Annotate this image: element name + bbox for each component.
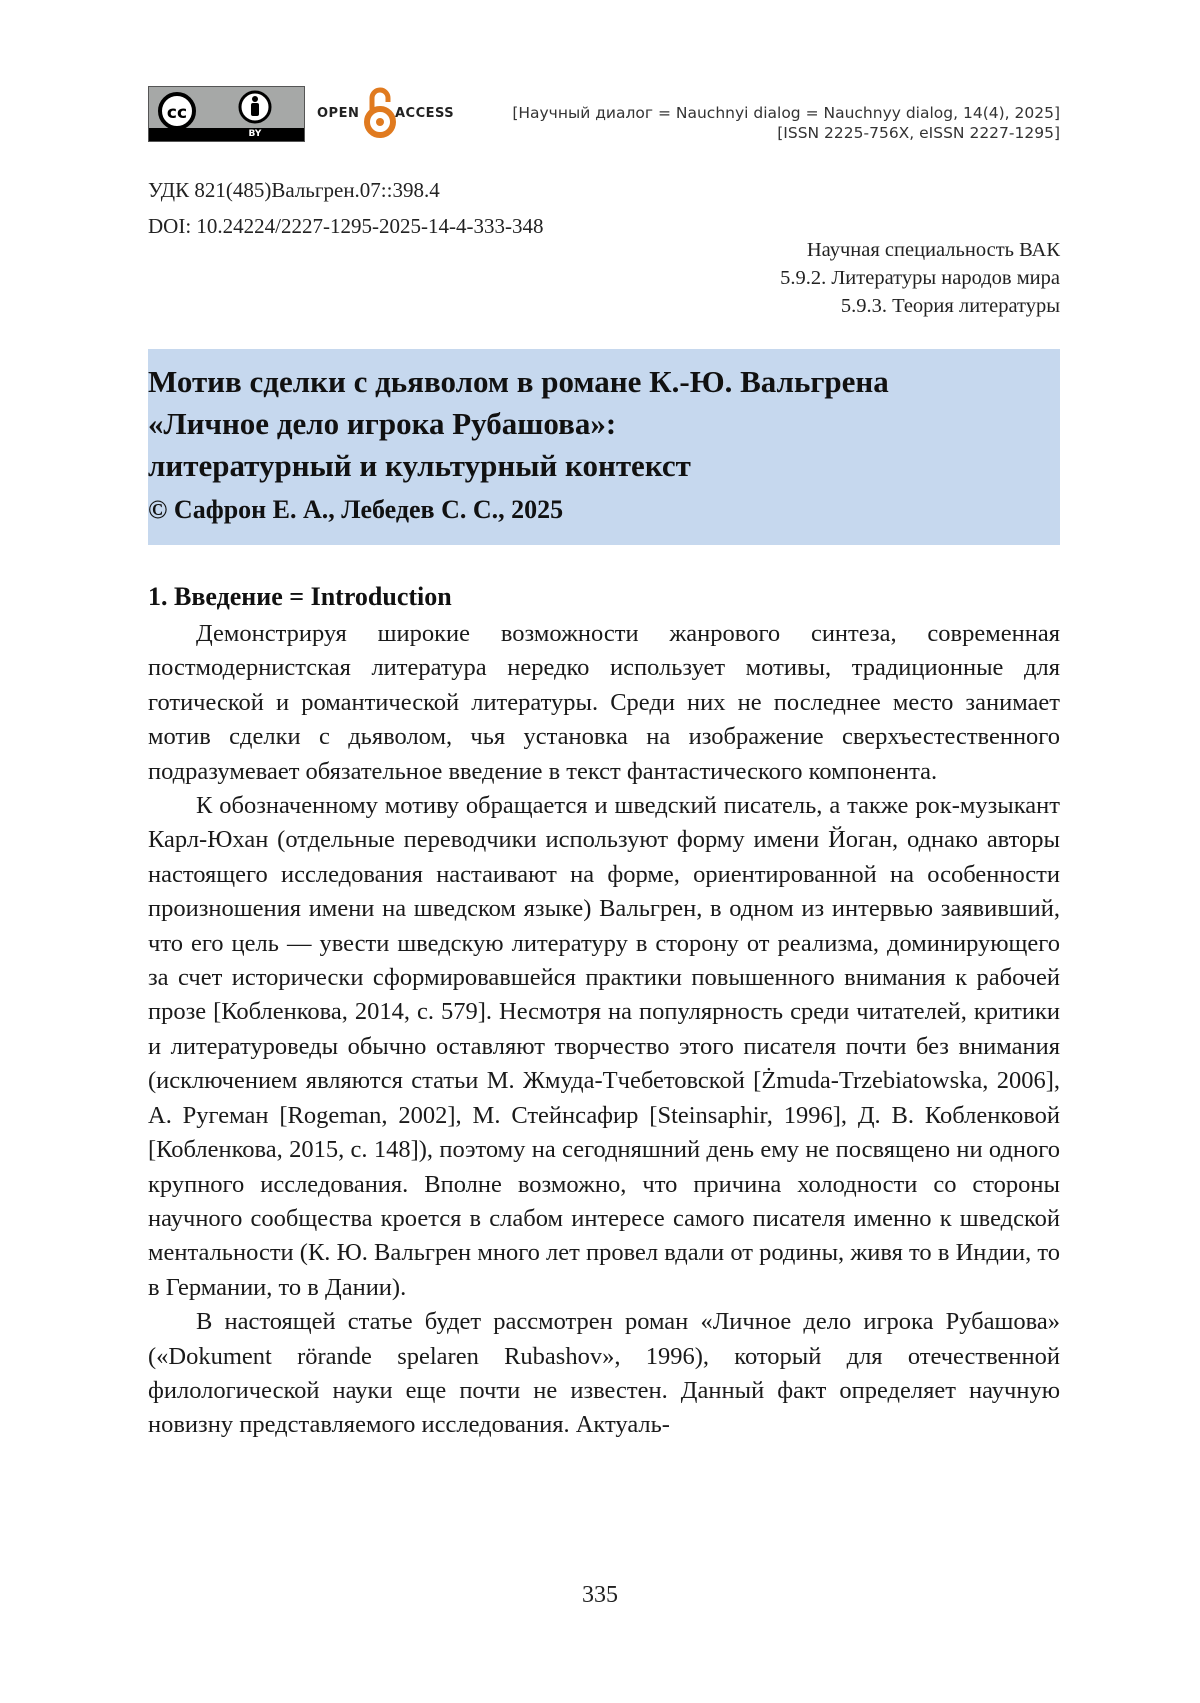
open-access-word-open: OPEN xyxy=(317,106,360,121)
title-line: литературный и культурный контекст xyxy=(148,448,691,483)
vak-specialty xyxy=(780,236,1060,320)
open-access-word-access: ACCESS xyxy=(395,106,455,121)
article-title xyxy=(148,361,1048,487)
cc-by-license-badge[interactable] xyxy=(148,86,305,142)
body-paragraph: К обозначенному мотиву обращается и шведский писатель, а также рок-музыкант Карл-Юхан (отдельные переводчики используют форму имени Йоган, однако авторы настоящего исследования настаивают на форме, ориентированной на особенности произношения имени на шведском языке) Вальгрен, в одном из интервью заявивший, что его цель — увести шведскую литературу в сторону от реализма, доминирующего за счет исторически сформировавшейся практики повышенного внимания к рабочей прозе [Кобленкова, 2014, с. 579]. Несмотря на популярность среди читателей, критики и литературоведы обычно оставляют творчество этого писателя почти без внимания (исключением являются статьи М. Жмуда-Тчебетовской [Żmuda-Trzebiatowska, 2006], А. Ругеман [Rogeman, 2002], М. Стейнсафир [Steinsaphir, 1996], Д. В. Кобленковой [Кобленкова, 2015, с. 148]), поэтому на сегодняшний день ему не посвящено ни одного крупного исследования. Вполне возможно, что причина холодности со стороны научного сообщества кроется в слабом интересе самого писателя именно к шведской ментальности (К. Ю. Вальгрен много лет провел вдали от родины, живя то в Индии, то в Германии, то в Дании). xyxy=(148,792,1060,1301)
open-access-logo[interactable] xyxy=(317,84,457,140)
body-paragraph: Демонстрируя широкие возможности жанрового синтеза, современная постмодернистская литература нередко использует мотивы, традиционные для готической и романтической литературы. Среди них не последнее место занимает мотив сделки с дьяволом, чья установка на изображение сверхъестественного подразумевает обязательное введение в текст фантастического компонента. xyxy=(148,620,1060,785)
open-access-lock-icon xyxy=(364,84,396,140)
specialty-heading: Научная специальность ВАК xyxy=(806,239,1060,261)
journal-title-line: [Научный диалог = Nauchnyi dialog = Nauchnyy dialog, 14(4), 2025] xyxy=(512,104,1060,122)
doi-link[interactable]: DOI: 10.24224/2227-1295-2025-14-4-333-348 xyxy=(148,214,544,238)
article-body xyxy=(148,617,1060,1443)
journal-citation xyxy=(512,103,1060,143)
title-line: «Личное дело игрока Рубашова»: xyxy=(148,406,617,441)
journal-issn-line: [ISSN 2225-756X, eISSN 2227-1295] xyxy=(777,124,1060,142)
udk-code: УДК 821(485)Вальгрен.07::398.4 xyxy=(148,178,440,202)
svg-text:cc: cc xyxy=(166,103,188,123)
body-paragraph: В настоящей статье будет рассмотрен роман «Личное дело игрока Рубашова» («Dokument rörande spelaren Rubashov», 1996), который для отечественной филологической науки еще почти не известен. Данный факт определяет научную новизну представляемого исследования. Актуаль- xyxy=(148,1308,1060,1439)
license-by-label: BY xyxy=(248,129,262,139)
title-line: Мотив сделки с дьяволом в романе К.-Ю. Вальгрена xyxy=(148,364,889,399)
page-number: 335 xyxy=(582,1582,618,1608)
article-authors: © Сафрон Е. А., Лебедев С. С., 2025 xyxy=(148,495,564,524)
specialty-item: 5.9.2. Литературы народов мира xyxy=(780,267,1060,289)
specialty-item: 5.9.3. Теория литературы xyxy=(840,295,1060,317)
creative-commons-icon xyxy=(149,87,304,129)
section-heading: 1. Введение = Introduction xyxy=(148,582,452,611)
title-block xyxy=(148,349,1060,545)
article-identifiers xyxy=(148,172,543,244)
